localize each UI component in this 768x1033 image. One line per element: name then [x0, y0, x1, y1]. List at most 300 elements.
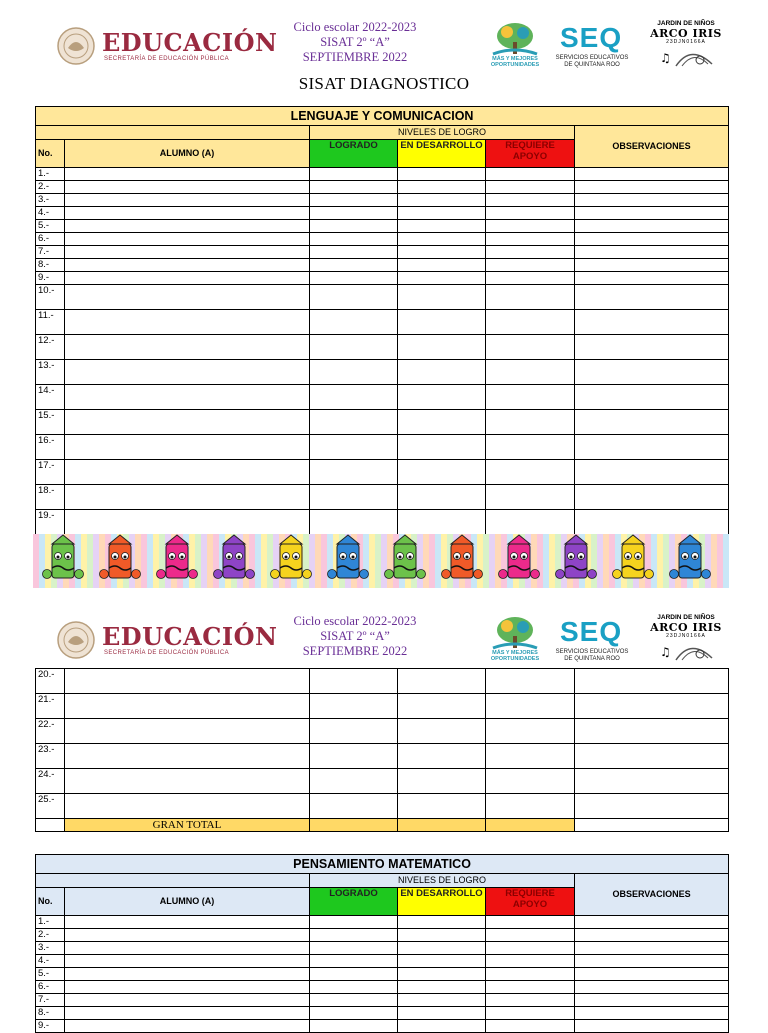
observaciones-cell[interactable] — [575, 246, 729, 259]
observaciones-cell[interactable] — [575, 1020, 729, 1033]
observaciones-cell[interactable] — [575, 233, 729, 246]
crayon-characters-banner — [33, 534, 729, 588]
table-row — [36, 719, 729, 744]
alumno-cell[interactable] — [65, 194, 310, 207]
logrado-cell[interactable] — [310, 1007, 398, 1020]
observaciones-cell[interactable] — [575, 1007, 729, 1020]
alumno-cell[interactable] — [65, 694, 310, 719]
alumno-cell[interactable] — [65, 285, 310, 310]
row-number: 6.- — [36, 981, 65, 994]
desarrollo-cell[interactable] — [398, 207, 486, 220]
grupo-label: SISAT 2º “A” — [320, 35, 390, 49]
logrado-cell[interactable] — [310, 794, 398, 819]
jardin-line1: JARDIN DE NIÑOS — [657, 20, 715, 27]
apoyo-header: REQUIERE APOYO — [486, 140, 575, 168]
gran-total-label: GRAN TOTAL — [65, 819, 310, 832]
seq-logo — [552, 616, 632, 666]
mas-oportunidades-logo — [485, 616, 545, 666]
desarrollo-header: EN DESARROLLO — [398, 888, 486, 916]
desarrollo-cell[interactable] — [398, 929, 486, 942]
eagle-seal-icon — [56, 26, 96, 66]
observaciones-cell[interactable] — [575, 694, 729, 719]
observaciones-cell[interactable] — [575, 942, 729, 955]
row-number: 5.- — [36, 968, 65, 981]
jardin-line2: ARCO IRIS — [650, 27, 722, 40]
table-row — [36, 994, 729, 1007]
alumno-cell[interactable] — [65, 510, 310, 535]
table-row — [36, 233, 729, 246]
desarrollo-cell[interactable] — [398, 769, 486, 794]
logrado-cell[interactable] — [310, 233, 398, 246]
alumno-cell[interactable] — [65, 310, 310, 335]
table-row — [36, 385, 729, 410]
row-number: 3.- — [36, 942, 65, 955]
logrado-cell[interactable] — [310, 916, 398, 929]
jardin-line2: ARCO IRIS — [650, 621, 722, 634]
table-row — [36, 272, 729, 285]
seq-logo-word: SEQ — [560, 22, 623, 53]
logrado-cell[interactable] — [310, 272, 398, 285]
row-number: 24.- — [36, 769, 65, 794]
table-row — [36, 259, 729, 272]
observaciones-header: OBSERVACIONES — [575, 874, 729, 916]
row-number: 8.- — [36, 1007, 65, 1020]
jardin-line3: 23DJN0166A — [666, 633, 706, 639]
row-number: 10.- — [36, 285, 65, 310]
svg-text:♫: ♫ — [660, 51, 671, 65]
logrado-cell[interactable] — [310, 181, 398, 194]
desarrollo-cell[interactable] — [398, 485, 486, 510]
apoyo-header: REQUIERE APOYO — [486, 888, 575, 916]
logrado-cell[interactable] — [310, 410, 398, 435]
header-info — [270, 20, 440, 65]
alumno-cell[interactable] — [65, 916, 310, 929]
alumno-cell[interactable] — [65, 929, 310, 942]
observaciones-cell[interactable] — [575, 310, 729, 335]
logrado-header: LOGRADO — [310, 888, 398, 916]
alumno-cell[interactable] — [65, 460, 310, 485]
desarrollo-cell[interactable] — [398, 310, 486, 335]
row-number: 9.- — [36, 1020, 65, 1033]
table-row — [36, 181, 729, 194]
alumno-cell[interactable] — [65, 719, 310, 744]
row-number: 16.- — [36, 435, 65, 460]
observaciones-cell[interactable] — [575, 360, 729, 385]
table-row — [36, 694, 729, 719]
desarrollo-cell[interactable] — [398, 981, 486, 994]
apoyo-cell[interactable] — [486, 385, 575, 410]
header-info — [270, 614, 440, 659]
row-number: 2.- — [36, 181, 65, 194]
row-number: 4.- — [36, 955, 65, 968]
alumno-header: ALUMNO (A) — [65, 140, 310, 168]
observaciones-cell[interactable] — [575, 168, 729, 181]
logrado-cell[interactable] — [310, 510, 398, 535]
alumno-cell[interactable] — [65, 272, 310, 285]
observaciones-cell[interactable] — [575, 259, 729, 272]
table-row — [36, 485, 729, 510]
table-row — [36, 194, 729, 207]
desarrollo-cell[interactable] — [398, 360, 486, 385]
table-row — [36, 335, 729, 360]
row-number: 9.- — [36, 272, 65, 285]
apoyo-cell[interactable] — [486, 272, 575, 285]
alumno-cell[interactable] — [65, 233, 310, 246]
observaciones-cell[interactable] — [575, 968, 729, 981]
apoyo-cell[interactable] — [486, 981, 575, 994]
desarrollo-cell[interactable] — [398, 719, 486, 744]
logrado-cell[interactable] — [310, 694, 398, 719]
apoyo-cell[interactable] — [486, 310, 575, 335]
logrado-cell[interactable] — [310, 435, 398, 460]
apoyo-cell[interactable] — [486, 233, 575, 246]
table-row — [36, 1020, 729, 1033]
music-kids-icon — [656, 46, 716, 68]
logrado-cell[interactable] — [310, 207, 398, 220]
alumno-cell[interactable] — [65, 181, 310, 194]
logrado-cell[interactable] — [310, 669, 398, 694]
alumno-cell[interactable] — [65, 669, 310, 694]
row-number: 21.- — [36, 694, 65, 719]
row-number: 13.- — [36, 360, 65, 385]
observaciones-cell[interactable] — [575, 460, 729, 485]
alumno-header: ALUMNO (A) — [65, 888, 310, 916]
apoyo-cell[interactable] — [486, 916, 575, 929]
observaciones-cell[interactable] — [575, 981, 729, 994]
alumno-cell[interactable] — [65, 207, 310, 220]
alumno-cell[interactable] — [65, 246, 310, 259]
observaciones-cell[interactable] — [575, 485, 729, 510]
table-row — [36, 794, 729, 819]
table-row — [36, 942, 729, 955]
table-row — [36, 246, 729, 259]
logrado-cell[interactable] — [310, 168, 398, 181]
logrado-cell[interactable] — [310, 485, 398, 510]
table-row — [36, 669, 729, 694]
desarrollo-cell[interactable] — [398, 435, 486, 460]
logrado-cell[interactable] — [310, 246, 398, 259]
ciclo-escolar: Ciclo escolar 2022-2023 — [293, 20, 417, 34]
apoyo-cell[interactable] — [486, 1007, 575, 1020]
desarrollo-cell[interactable] — [398, 385, 486, 410]
logrado-cell[interactable] — [310, 310, 398, 335]
alumno-cell[interactable] — [65, 385, 310, 410]
row-number: 14.- — [36, 385, 65, 410]
seq-logo-subtitle: SERVICIOS EDUCATIVOS DE QUINTANA ROO — [555, 649, 629, 662]
seq-logo-subtitle: SERVICIOS EDUCATIVOS DE QUINTANA ROO — [555, 55, 629, 68]
logrado-cell[interactable] — [310, 719, 398, 744]
logrado-cell[interactable] — [310, 335, 398, 360]
table-row — [36, 460, 729, 485]
jardin-line3: 23DJN0166A — [666, 39, 706, 45]
apoyo-cell[interactable] — [486, 794, 575, 819]
table-row — [36, 981, 729, 994]
alumno-cell[interactable] — [65, 435, 310, 460]
continued-rows — [36, 669, 729, 819]
section-title: PENSAMIENTO MATEMATICO — [36, 855, 729, 874]
alumno-cell[interactable] — [65, 981, 310, 994]
no-header: No. — [36, 140, 65, 168]
alumno-cell[interactable] — [65, 410, 310, 435]
table-row — [36, 168, 729, 181]
row-number: 20.- — [36, 669, 65, 694]
apoyo-cell[interactable] — [486, 485, 575, 510]
desarrollo-cell[interactable] — [398, 460, 486, 485]
observaciones-cell[interactable] — [575, 410, 729, 435]
observaciones-cell[interactable] — [575, 194, 729, 207]
sep-logo-subtitle: SECRETARÍA DE EDUCACIÓN PÚBLICA — [104, 650, 229, 656]
logrado-cell[interactable] — [310, 285, 398, 310]
alumno-cell[interactable] — [65, 485, 310, 510]
observaciones-cell[interactable] — [575, 510, 729, 535]
apoyo-cell[interactable] — [486, 168, 575, 181]
alumno-cell[interactable] — [65, 1020, 310, 1033]
logrado-cell[interactable] — [310, 360, 398, 385]
apoyo-cell[interactable] — [486, 955, 575, 968]
page-header — [0, 18, 768, 78]
desarrollo-cell[interactable] — [398, 272, 486, 285]
desarrollo-cell[interactable] — [398, 669, 486, 694]
alumno-cell[interactable] — [65, 955, 310, 968]
desarrollo-cell[interactable] — [398, 246, 486, 259]
observaciones-cell[interactable] — [575, 719, 729, 744]
apoyo-cell[interactable] — [486, 435, 575, 460]
lenguaje-rows — [36, 168, 729, 535]
logrado-cell[interactable] — [310, 942, 398, 955]
row-number: 8.- — [36, 259, 65, 272]
logrado-cell[interactable] — [310, 929, 398, 942]
table-row — [36, 510, 729, 535]
observaciones-cell[interactable] — [575, 385, 729, 410]
apoyo-cell[interactable] — [486, 769, 575, 794]
table-row — [36, 410, 729, 435]
ciclo-escolar: Ciclo escolar 2022-2023 — [293, 614, 417, 628]
apoyo-cell[interactable] — [486, 929, 575, 942]
desarrollo-cell[interactable] — [398, 220, 486, 233]
row-number: 3.- — [36, 194, 65, 207]
tree-icon — [485, 22, 545, 56]
row-number: 11.- — [36, 310, 65, 335]
apoyo-cell[interactable] — [486, 460, 575, 485]
no-header: No. — [36, 888, 65, 916]
desarrollo-cell[interactable] — [398, 194, 486, 207]
alumno-cell[interactable] — [65, 335, 310, 360]
observaciones-cell[interactable] — [575, 929, 729, 942]
alumno-cell[interactable] — [65, 1007, 310, 1020]
lenguaje-table-continued — [35, 668, 729, 832]
row-number: 18.- — [36, 485, 65, 510]
logrado-cell[interactable] — [310, 194, 398, 207]
observaciones-cell[interactable] — [575, 285, 729, 310]
apoyo-cell[interactable] — [486, 360, 575, 385]
desarrollo-cell[interactable] — [398, 335, 486, 360]
observaciones-cell[interactable] — [575, 769, 729, 794]
logrado-cell[interactable] — [310, 1020, 398, 1033]
row-number: 4.- — [36, 207, 65, 220]
apoyo-cell[interactable] — [486, 207, 575, 220]
apoyo-cell[interactable] — [486, 694, 575, 719]
desarrollo-header: EN DESARROLLO — [398, 140, 486, 168]
sep-logo — [56, 620, 278, 662]
table-row — [36, 1007, 729, 1020]
table-row — [36, 435, 729, 460]
sep-logo-word: EDUCACIÓN — [102, 622, 278, 651]
desarrollo-cell[interactable] — [398, 168, 486, 181]
lenguaje-table — [35, 106, 729, 535]
desarrollo-cell[interactable] — [398, 181, 486, 194]
row-number: 19.- — [36, 510, 65, 535]
table-row — [36, 360, 729, 385]
alumno-cell[interactable] — [65, 360, 310, 385]
desarrollo-cell[interactable] — [398, 968, 486, 981]
row-number: 22.- — [36, 719, 65, 744]
alumno-cell[interactable] — [65, 168, 310, 181]
mes-label: SEPTIEMBRE 2022 — [302, 644, 408, 658]
sep-logo-subtitle: SECRETARÍA DE EDUCACIÓN PÚBLICA — [104, 56, 229, 62]
observaciones-cell[interactable] — [575, 994, 729, 1007]
table-row — [36, 207, 729, 220]
niveles-header: NIVELES DE LOGRO — [310, 874, 575, 888]
table-row — [36, 285, 729, 310]
observaciones-cell[interactable] — [575, 794, 729, 819]
sep-logo — [56, 26, 278, 68]
apoyo-cell[interactable] — [486, 285, 575, 310]
pensamiento-table — [35, 854, 729, 1033]
desarrollo-cell[interactable] — [398, 259, 486, 272]
table-row — [36, 968, 729, 981]
alumno-cell[interactable] — [65, 744, 310, 769]
desarrollo-cell[interactable] — [398, 744, 486, 769]
alumno-cell[interactable] — [65, 994, 310, 1007]
table-row — [36, 310, 729, 335]
logrado-header: LOGRADO — [310, 140, 398, 168]
apoyo-cell[interactable] — [486, 259, 575, 272]
logrado-cell[interactable] — [310, 460, 398, 485]
desarrollo-cell[interactable] — [398, 994, 486, 1007]
logrado-cell[interactable] — [310, 955, 398, 968]
observaciones-cell[interactable] — [575, 669, 729, 694]
grupo-label: SISAT 2º “A” — [320, 629, 390, 643]
logrado-cell[interactable] — [310, 385, 398, 410]
apoyo-cell[interactable] — [486, 335, 575, 360]
eagle-seal-icon — [56, 620, 96, 660]
apoyo-cell[interactable] — [486, 194, 575, 207]
desarrollo-cell[interactable] — [398, 694, 486, 719]
logrado-cell[interactable] — [310, 994, 398, 1007]
pensamiento-rows — [36, 916, 729, 1033]
apoyo-cell[interactable] — [486, 1020, 575, 1033]
observaciones-cell[interactable] — [575, 744, 729, 769]
row-number: 6.- — [36, 233, 65, 246]
table-row — [36, 929, 729, 942]
logrado-cell[interactable] — [310, 744, 398, 769]
mas-oportunidades-logo — [485, 22, 545, 72]
desarrollo-cell[interactable] — [398, 410, 486, 435]
apoyo-cell[interactable] — [486, 994, 575, 1007]
page-header-2 — [0, 612, 768, 672]
apoyo-cell[interactable] — [486, 719, 575, 744]
mas-logo-text: MÁS Y MEJORES OPORTUNIDADES — [490, 56, 540, 68]
niveles-header: NIVELES DE LOGRO — [310, 126, 575, 140]
desarrollo-cell[interactable] — [398, 510, 486, 535]
svg-text:♫: ♫ — [660, 645, 671, 659]
mas-logo-text: MÁS Y MEJORES OPORTUNIDADES — [490, 650, 540, 662]
apoyo-cell[interactable] — [486, 669, 575, 694]
observaciones-cell[interactable] — [575, 207, 729, 220]
observaciones-header: OBSERVACIONES — [575, 126, 729, 168]
observaciones-cell[interactable] — [575, 435, 729, 460]
alumno-cell[interactable] — [65, 942, 310, 955]
seq-logo — [552, 22, 632, 72]
table-row — [36, 916, 729, 929]
observaciones-cell[interactable] — [575, 272, 729, 285]
observaciones-cell[interactable] — [575, 916, 729, 929]
table-row — [36, 220, 729, 233]
row-number: 2.- — [36, 929, 65, 942]
row-number: 15.- — [36, 410, 65, 435]
logrado-cell[interactable] — [310, 769, 398, 794]
row-number: 12.- — [36, 335, 65, 360]
row-number: 25.- — [36, 794, 65, 819]
desarrollo-cell[interactable] — [398, 285, 486, 310]
alumno-cell[interactable] — [65, 794, 310, 819]
desarrollo-cell[interactable] — [398, 1007, 486, 1020]
desarrollo-cell[interactable] — [398, 1020, 486, 1033]
music-kids-icon — [656, 640, 716, 662]
apoyo-cell[interactable] — [486, 181, 575, 194]
seq-logo-word: SEQ — [560, 616, 623, 647]
row-number: 7.- — [36, 994, 65, 1007]
observaciones-cell[interactable] — [575, 181, 729, 194]
table-row — [36, 955, 729, 968]
desarrollo-cell[interactable] — [398, 955, 486, 968]
desarrollo-cell[interactable] — [398, 233, 486, 246]
section-title: LENGUAJE Y COMUNICACION — [36, 107, 729, 126]
desarrollo-cell[interactable] — [398, 942, 486, 955]
apoyo-cell[interactable] — [486, 220, 575, 233]
apoyo-cell[interactable] — [486, 510, 575, 535]
logrado-cell[interactable] — [310, 981, 398, 994]
logrado-cell[interactable] — [310, 968, 398, 981]
crayon-banner-icon — [33, 534, 729, 588]
mes-label: SEPTIEMBRE 2022 — [302, 50, 408, 64]
alumno-cell[interactable] — [65, 968, 310, 981]
alumno-cell[interactable] — [65, 220, 310, 233]
row-number: 7.- — [36, 246, 65, 259]
observaciones-cell[interactable] — [575, 220, 729, 233]
desarrollo-cell[interactable] — [398, 794, 486, 819]
tree-icon — [485, 616, 545, 650]
apoyo-cell[interactable] — [486, 410, 575, 435]
observaciones-cell[interactable] — [575, 335, 729, 360]
alumno-cell[interactable] — [65, 769, 310, 794]
jardin-logo — [646, 20, 726, 74]
jardin-logo — [646, 614, 726, 668]
apoyo-cell[interactable] — [486, 968, 575, 981]
logrado-cell[interactable] — [310, 220, 398, 233]
observaciones-cell[interactable] — [575, 955, 729, 968]
jardin-line1: JARDIN DE NIÑOS — [657, 614, 715, 621]
alumno-cell[interactable] — [65, 259, 310, 272]
logrado-cell[interactable] — [310, 259, 398, 272]
apoyo-cell[interactable] — [486, 744, 575, 769]
desarrollo-cell[interactable] — [398, 916, 486, 929]
table-row — [36, 744, 729, 769]
apoyo-cell[interactable] — [486, 246, 575, 259]
row-number: 23.- — [36, 744, 65, 769]
row-number: 5.- — [36, 220, 65, 233]
apoyo-cell[interactable] — [486, 942, 575, 955]
